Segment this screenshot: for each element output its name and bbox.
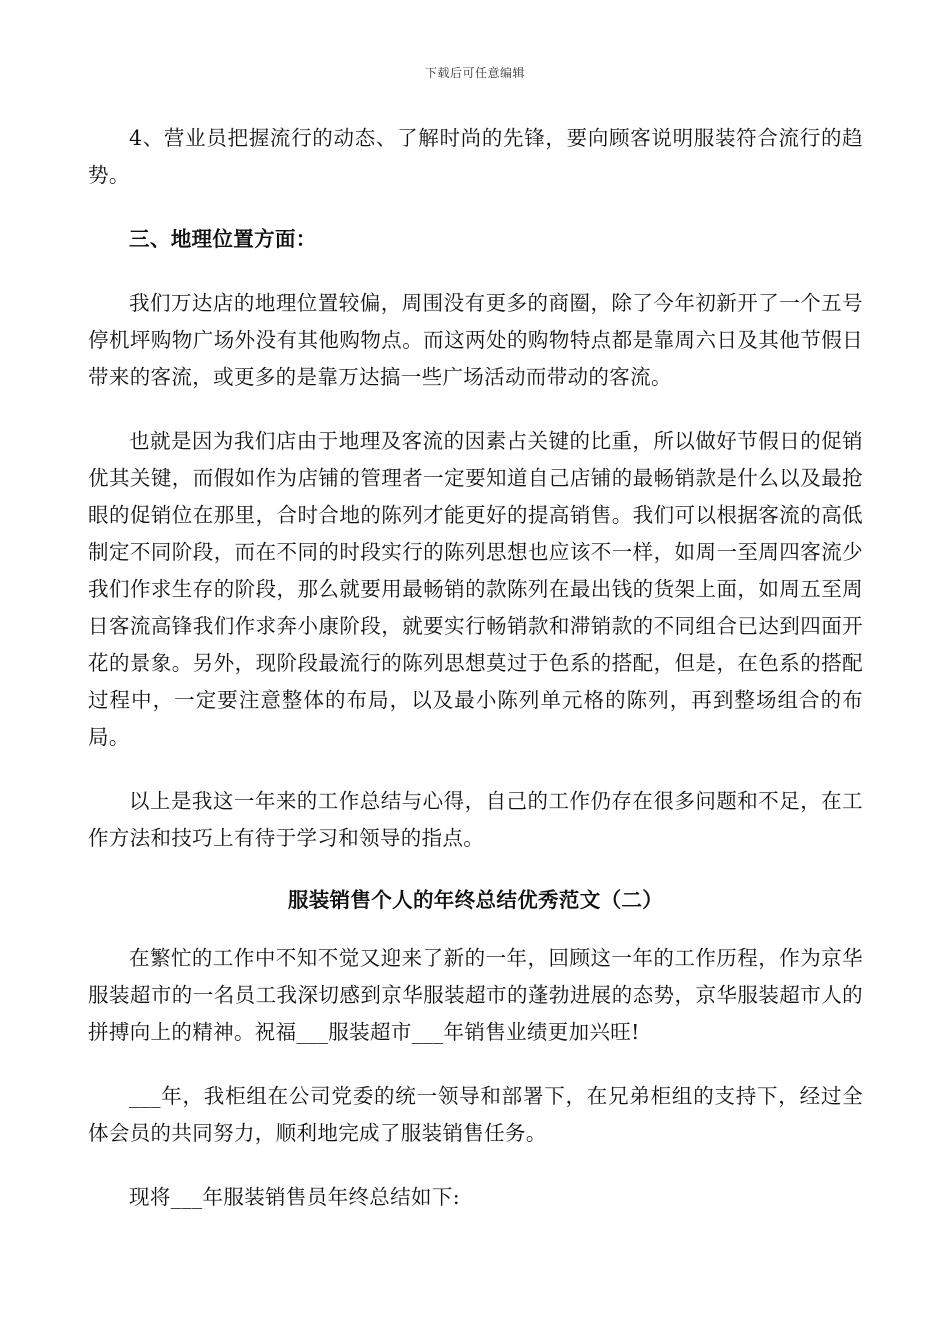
- paragraph-point-4: 4、营业员把握流行的动态、了解时尚的先锋，要向顾客说明服装符合流行的趋势。: [88, 126, 863, 187]
- paragraph-conclusion: 以上是我这一年来的工作总结与心得，自己的工作仍存在很多问题和不足，在工作方法和技巧上有待于学习和领导的指点。: [88, 789, 863, 850]
- paragraph-location: 我们万达店的地理位置较偏，周围没有更多的商圈，除了今年初新开了一个五号停机坪购物广场外没有其他购物点。而这两处的购物特点都是靠周六日及其他节假日带来的客流，或更多的是靠万达搞一些广场活动而带动的客流。: [88, 291, 863, 389]
- article-title-2: 服装销售个人的年终总结优秀范文（二）: [287, 888, 664, 912]
- section-heading-location: 三、地理位置方面：: [129, 227, 317, 251]
- page-header: 下载后可任意编辑: [424, 66, 525, 80]
- paragraph-achievement: ___年，我柜组在公司党委的统一领导和部署下，在兄弟柜组的支持下，经过全体会员的共同努力，顺利地完成了服装销售任务。: [88, 1084, 863, 1145]
- paragraph-display-strategy: 也就是因为我们店由于地理及客流的因素占关键的比重，所以做好节假日的促销优其关键，而假如作为店铺的管理者一定要知道自己店铺的最畅销款是什么以及最抢眼的促销位在那里，合时合地的陈列才能更好的提高销售。我们可以根据客流的高低制定不同阶段，而在不同的时段实行的陈列思想也应该不一样，如周一至周四客流少我们作求生存的阶段，那么就要用最畅销的款陈列在最出钱的货架上面，如周五至周日客流高锋我们作求奔小康阶段，就要实行畅销款和滞销款的不同组合已达到四面开花的景象。另外，现阶段最流行的陈列思想莫过于色系的搭配，但是，在色系的搭配过程中，一定要注意整体的布局，以及最小陈列单元格的陈列，再到整场组合的布局。: [88, 429, 863, 749]
- paragraph-summary-lead: 现将___年服装销售员年终总结如下:: [129, 1185, 460, 1209]
- paragraph-intro: 在繁忙的工作中不知不觉又迎来了新的一年，回顾这一年的工作历程，作为京华服装超市的一名员工我深切感到京华服装超市的蓬勃进展的态势，京华服装超市人的拼搏向上的精神。祝福___服装超市___年销售业绩更加兴旺!: [88, 946, 863, 1044]
- document-body: [88, 120, 863, 1216]
